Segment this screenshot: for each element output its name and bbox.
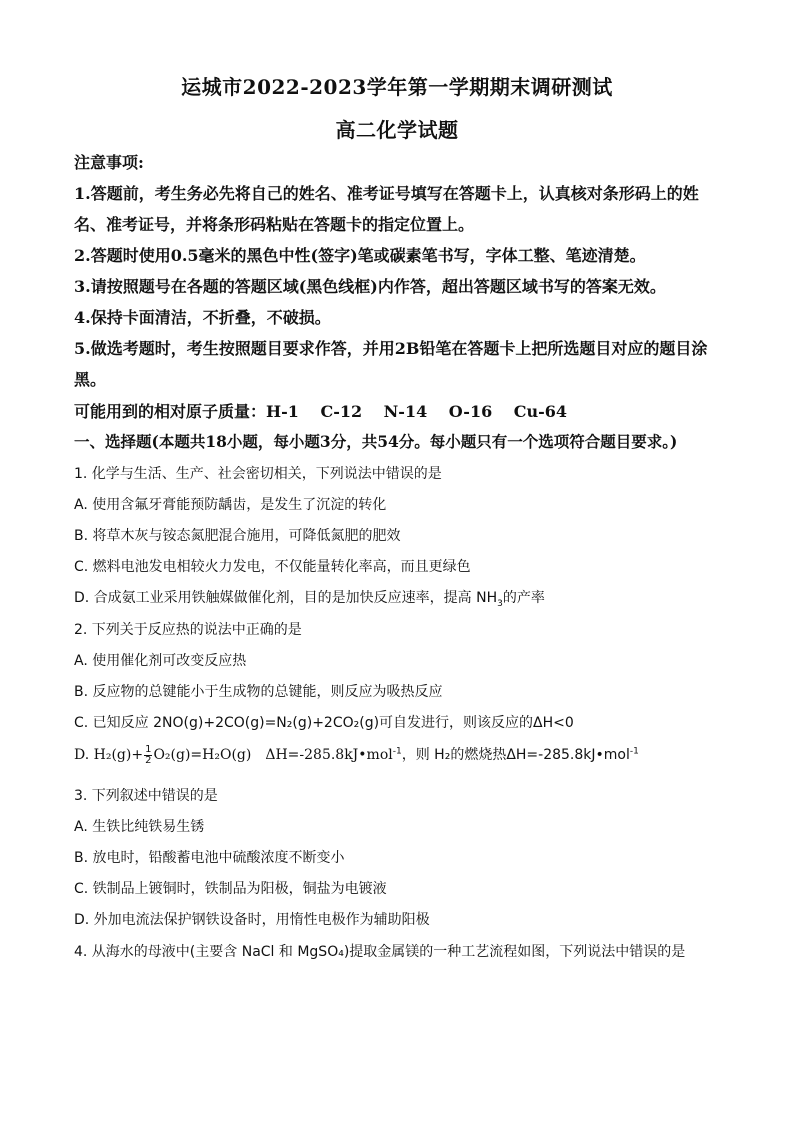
question-4-stem: 4. 从海水的母液中(主要含 NaCl 和 MgSO₄)提取金属镁的一种工艺流程如图，下列说法中错误的是 <box>74 944 686 960</box>
fraction-one-half: $\frac{1}{2}$ <box>145 743 152 766</box>
notice-item: 4.保持卡面清洁，不折叠，不破损。 <box>74 308 331 327</box>
question-1-option-d: D. 合成氨工业采用铁触媒做催化剂，目的是加快反应速率，提高 $NH_3$的产率 <box>74 590 545 609</box>
question-2-option-a: A. 使用催化剂可改变反应热 <box>74 653 247 669</box>
notice-item: 3.请按照题号在各题的答题区域(黑色线框)内作答，超出答题区域书写的答案无效。 <box>74 277 666 296</box>
notice-item: 5.做选考题时，考生按照题目要求作答，并用2B铅笔在答题卡上把所选题目对应的题目涂 <box>74 339 708 358</box>
question-3-option-b: B. 放电时，铅酸蓄电池中硫酸浓度不断变小 <box>74 850 345 866</box>
atomic-mass-line: 可能用到的相对原子质量：H-1 C-12 N-14 O-16 Cu-64 <box>74 402 568 421</box>
question-1-option-b: B. 将草木灰与铵态氮肥混合施用，可降低氮肥的肥效 <box>74 528 401 544</box>
question-1-stem: 1. 化学与生活、生产、社会密切相关，下列说法中错误的是 <box>74 466 442 482</box>
question-3-option-d: D. 外加电流法保护钢铁设备时，用惰性电极作为辅助阳极 <box>74 912 430 928</box>
notice-item: 黑。 <box>74 370 107 389</box>
notice-item: 2.答题时使用0.5毫米的黑色中性(签字)笔或碳素笔书写，字体工整、笔迹清楚。 <box>74 246 646 265</box>
question-2-option-c: C. 已知反应 2NO(g)+2CO(g)=N₂(g)+2CO₂(g)可自发进行，则该反应的ΔH<0 <box>74 715 574 731</box>
notice-heading: 注意事项: <box>74 153 144 172</box>
question-2-stem: 2. 下列关于反应热的说法中正确的是 <box>74 622 302 638</box>
exam-subtitle: 高二化学试题 <box>335 118 459 142</box>
question-2-option-b: B. 反应物的总键能小于生成物的总键能，则反应为吸热反应 <box>74 684 443 700</box>
question-3-stem: 3. 下列叙述中错误的是 <box>74 788 218 804</box>
notice-item: 名、准考证号，并将条形码粘贴在答题卡的指定位置上。 <box>74 215 475 234</box>
exam-title: 运城市2022-2023学年第一学期期末调研测试 <box>181 75 613 99</box>
question-2-option-d: D. H₂(g)+ $\frac{1}{2}$ O₂(g)=H₂O(g) ΔH=-285.8kJ•mol$^{-1}$，则 H₂的燃烧热ΔH=-285.8kJ•mol$^{-1}$ <box>74 743 639 766</box>
section-heading: 一、选择题(本题共18小题，每小题3分，共54分。每小题只有一个选项符合题目要求。) <box>74 432 678 451</box>
question-3-option-c: C. 铁制品上镀铜时，铁制品为阳极，铜盐为电镀液 <box>74 881 387 897</box>
notice-item: 1.答题前，考生务必先将自己的姓名、准考证号填写在答题卡上，认真核对条形码上的姓 <box>74 184 699 203</box>
question-3-option-a: A. 生铁比纯铁易生锈 <box>74 819 205 835</box>
question-1-option-c: C. 燃料电池发电相较火力发电，不仅能量转化率高，而且更绿色 <box>74 559 471 575</box>
question-1-option-a: A. 使用含氟牙膏能预防龋齿，是发生了沉淀的转化 <box>74 497 387 513</box>
